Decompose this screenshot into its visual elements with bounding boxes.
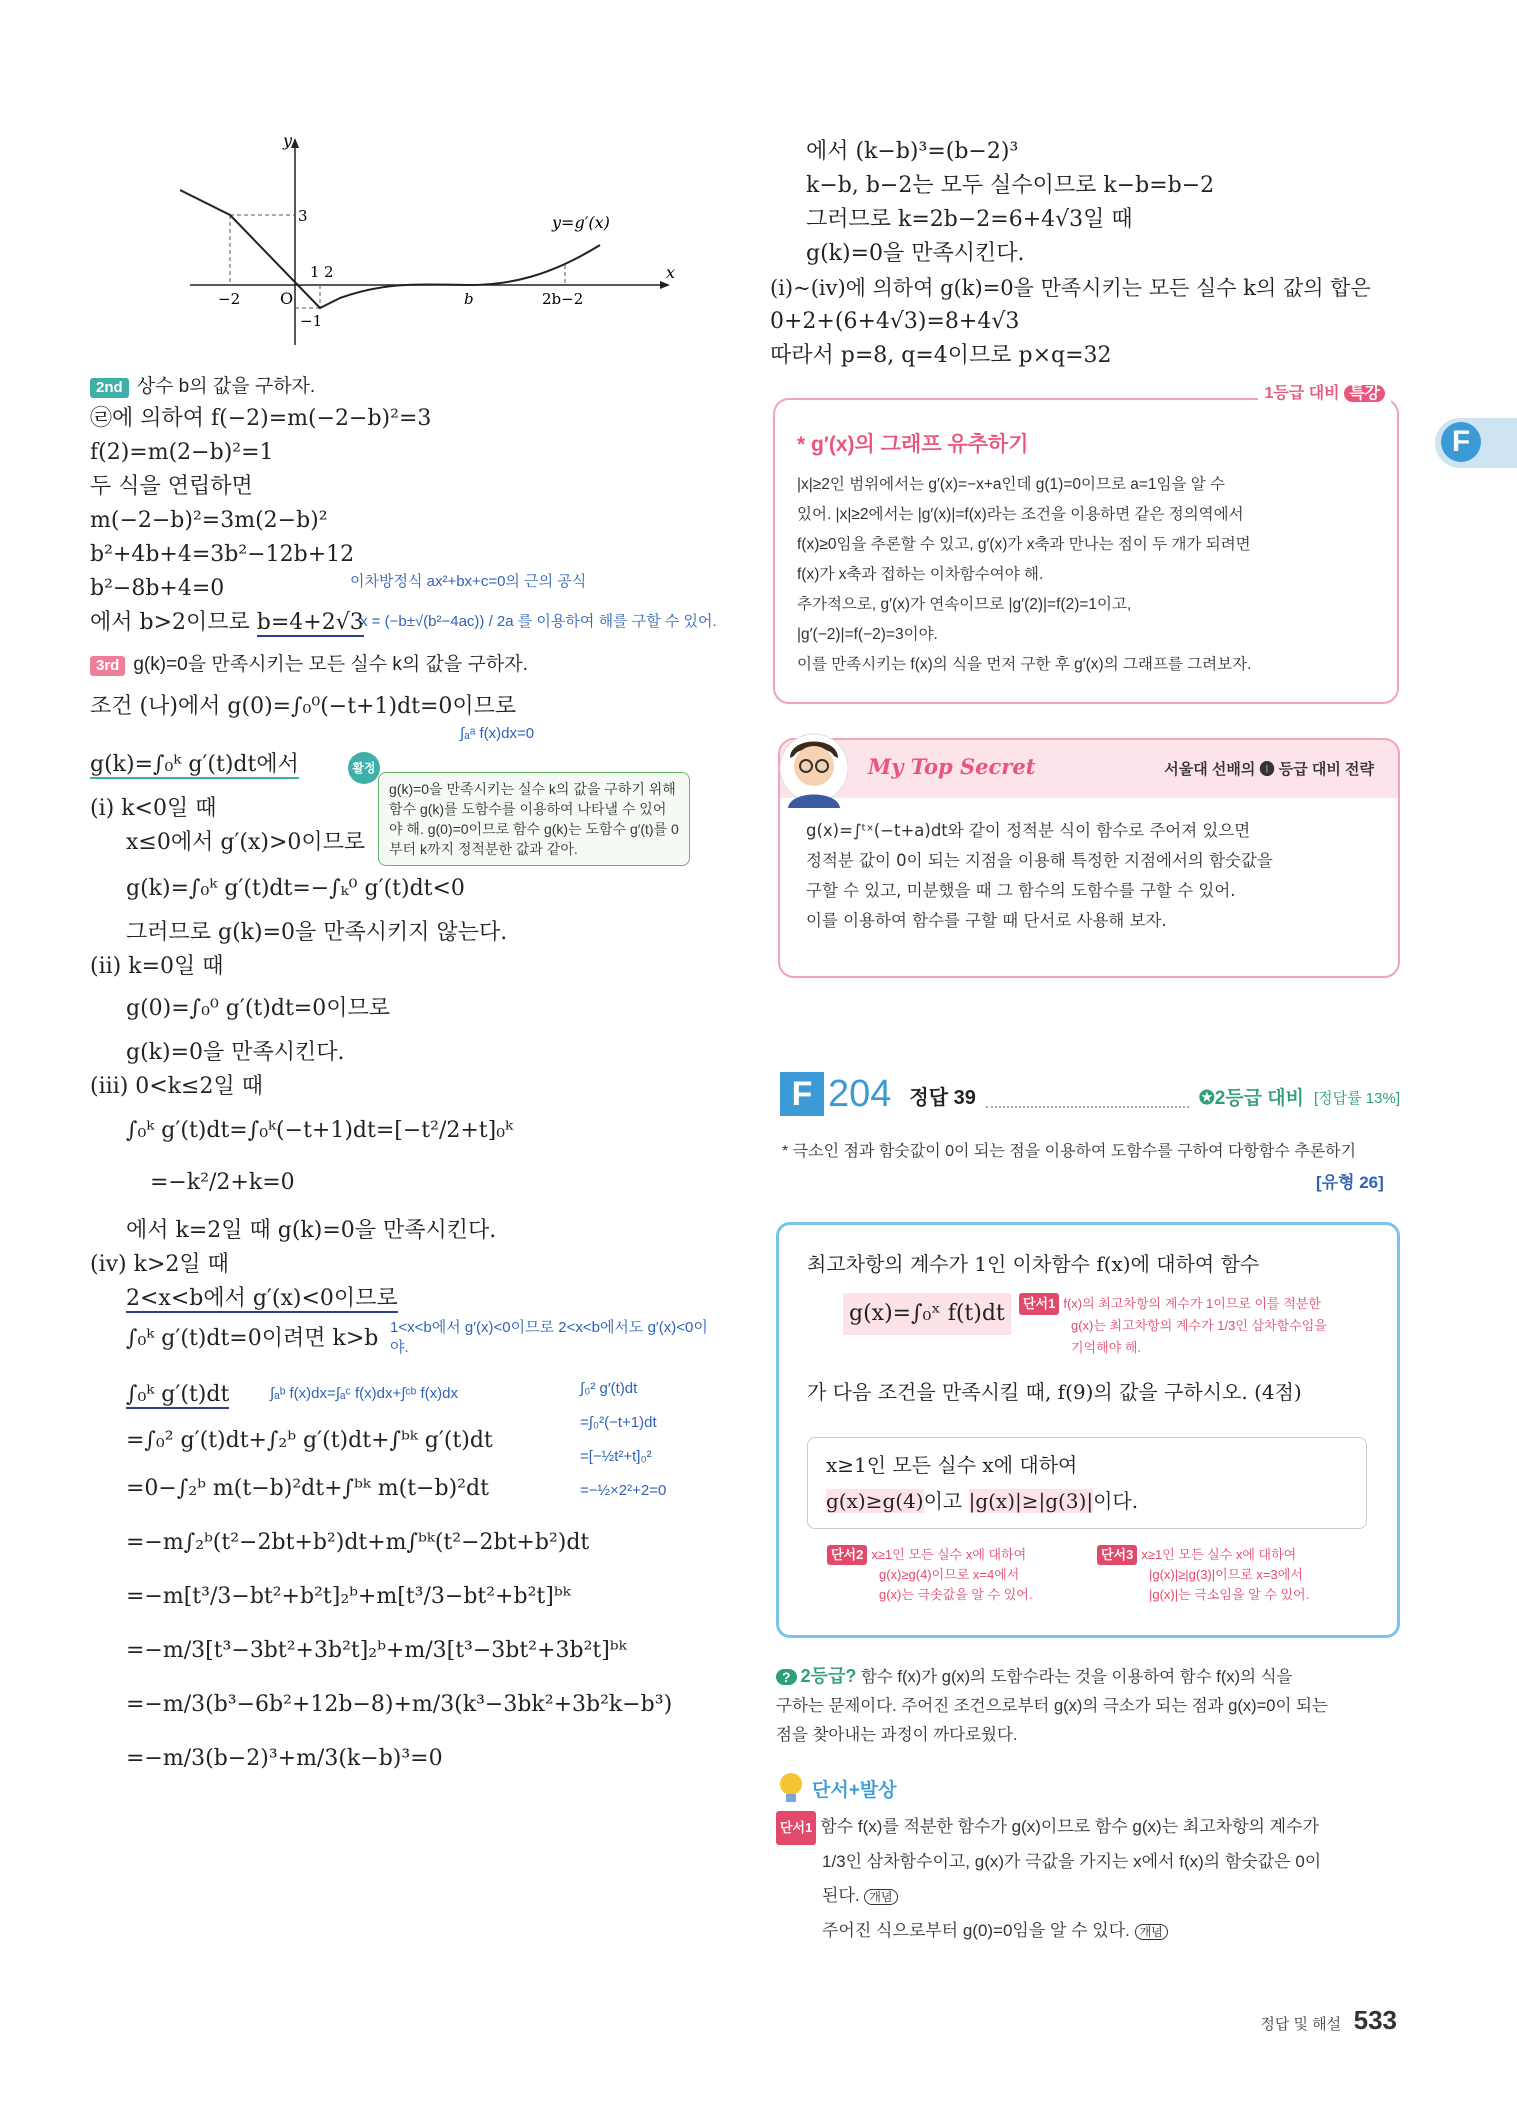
clue2-label: 단서2 — [827, 1545, 867, 1565]
clue1-note-line: f(x)의 최고차항의 계수가 1이므로 이를 적분한 — [1063, 1296, 1321, 1311]
accuracy-rate: [정답률 13%] — [1314, 1090, 1400, 1107]
step2-tag: 2nd — [90, 378, 129, 398]
clue3-note-line: x≥1인 모든 실수 x에 대하여 — [1141, 1547, 1297, 1562]
clue-line — [776, 1879, 1406, 1914]
right-column — [770, 135, 1420, 373]
clue1-note-line: 기억해야 해. — [1071, 1340, 1142, 1355]
clue-line — [776, 1914, 1406, 1949]
axis-y-label: y — [283, 131, 293, 150]
zero-integral-note: ∫ₐᵃ f(x)dx=0 — [460, 725, 535, 742]
left-column — [90, 130, 750, 1776]
lightbulb-icon — [776, 1770, 806, 1806]
special-tag-row — [1258, 380, 1391, 403]
line: =−m/3(b−2)³+m/3(k−b)³=0 — [126, 1746, 443, 1771]
line-text: 에서 b>2이므로 — [90, 610, 257, 635]
tick-x-1: 1 — [310, 263, 320, 281]
why-section — [776, 1662, 1406, 1750]
step3-title: g(k)=0을 만족시키는 모든 실수 k의 값을 구하자. — [133, 654, 528, 675]
line: x≤0에서 g′(x)>0이므로 — [126, 830, 366, 855]
tick-x-b: b — [464, 290, 474, 308]
step2-title: 상수 b의 값을 구하자. — [136, 376, 316, 397]
special-line: 있어. |x|≥2에서는 |g′(x)|=f(x)라는 조건을 이용하면 같은 정의역에서 — [797, 506, 1244, 523]
line: 에서 (k−b)³=(b−2)³ — [806, 139, 1019, 164]
line: m(−2−b)²=3m(2−b)² — [90, 508, 328, 533]
special-line: f(x)가 x축과 접하는 이차함수여야 해. — [797, 566, 1044, 583]
line-text: b²−8b+4=0 — [90, 576, 225, 601]
line: g(k)=0을 만족시킨다. — [806, 241, 1025, 266]
problem-number: 204 — [828, 1073, 892, 1115]
curve-label: y=g′(x) — [552, 213, 610, 232]
clue-text: 된다. — [822, 1886, 860, 1905]
case-heading: (ⅲ) 0<k≤2일 때 — [90, 1074, 263, 1099]
clue1-note-line: g(x)는 최고차항의 계수가 1/3인 삼차함수임을 — [1071, 1318, 1327, 1333]
tick-x-neg2: −2 — [218, 290, 241, 308]
line-text: g(k)=∫₀ᵏ g′(t)dt에서 — [90, 752, 299, 777]
line-text: ∫₀ᵏ g′(t)dt=0이려면 k>b — [126, 1326, 379, 1351]
condition-line — [826, 1484, 1138, 1518]
origin-label: O — [280, 289, 294, 308]
line: 0+2+(6+4√3)=8+4√3 — [770, 309, 1020, 334]
condition-part: g(x)≥g(4) — [826, 1489, 924, 1513]
footer-label: 정답 및 해설 — [1260, 2016, 1342, 2033]
quadratic-formula-note-2: x = (−b±√(b²−4ac)) / 2a 를 이용하여 해를 구할 수 있어. — [360, 613, 717, 630]
condition-part: 이고 — [923, 1489, 969, 1513]
chapter-side-tab[interactable] — [1435, 418, 1517, 468]
clue-label: 단서1 — [776, 1811, 816, 1845]
avatar — [776, 728, 852, 810]
why-text: 함수 f(x)가 g(x)의 도함수라는 것을 이용하여 함수 f(x)의 식을 — [860, 1668, 1293, 1686]
special-body — [797, 470, 1251, 680]
green-note: g(k)=0을 만족시키는 실수 k의 값을 구하기 위해 함수 g(k)를 도함수를 이용하여 나타낼 수 있어야 해. g(0)=0이므로 함수 g(k)는 도함수 g′(t)를 0부터 k까지 정적분한 값과 같아. — [378, 772, 690, 866]
line: g(k)=∫₀ᵏ g′(t)dt=−∫ₖ⁰ g′(t)dt<0 — [126, 876, 465, 901]
tick-x-2b-2: 2b−2 — [542, 290, 584, 308]
secret-line: 구할 수 있고, 미분했을 때 그 함수의 도함수를 구할 수 있어. — [806, 881, 1236, 900]
my-top-secret-box — [778, 738, 1400, 978]
why-tag: 2등급? — [800, 1666, 857, 1686]
clue3-note — [1097, 1545, 1309, 1605]
graph-g-prime — [180, 130, 740, 350]
special-badge: 특강 — [1344, 385, 1385, 402]
clue-text: 함수 f(x)를 적분한 함수가 g(x)이므로 함수 g(x)는 최고차항의 계수가 — [820, 1817, 1319, 1836]
chapter-letter: F — [1441, 422, 1481, 462]
secret-line: 정적분 값이 0이 되는 지점을 이용해 특정한 지점에서의 함숫값을 — [806, 851, 1273, 870]
line: ㉣에 의하여 f(−2)=m(−2−b)²=3 — [90, 406, 432, 431]
interval-note: 1<x<b에서 g′(x)<0이므로 2<x<b에서도 g′(x)<0이야. — [390, 1319, 708, 1356]
secret-line: g(x)=∫ᵗˣ(−t+a)dt와 같이 정적분 식이 함수로 주어져 있으면 — [806, 821, 1251, 840]
problem-summary: * 극소인 점과 함숫값이 0이 되는 점을 이용하여 도함수를 구하여 다항함수 추론하기 — [782, 1143, 1357, 1160]
line-text: ∫₀ᵏ g′(t)dt — [126, 1382, 230, 1407]
tick-x-2: 2 — [324, 263, 334, 281]
integral-split-note: ∫ₐᵇ f(x)dx=∫ₐᶜ f(x)dx+∫ᶜᵇ f(x)dx — [270, 1385, 458, 1402]
question-line: 최고차항의 계수가 1인 이차함수 f(x)에 대하여 함수 — [807, 1252, 1260, 1276]
line: f(2)=m(2−b)²=1 — [90, 440, 274, 465]
line: =−m[t³/3−bt²+b²t]₂ᵇ+m[t³/3−bt²+b²t]ᵇᵏ — [126, 1584, 571, 1609]
line: 따라서 p=8, q=4이므로 p×q=32 — [770, 343, 1112, 368]
axis-x-label: x — [666, 263, 676, 282]
clue2-note-line: x≥1인 모든 실수 x에 대하여 — [871, 1547, 1027, 1562]
side-calc-lines — [580, 1372, 666, 1508]
line: =−k²/2+k=0 — [150, 1170, 295, 1195]
special-title: * g′(x)의 그래프 유추하기 — [797, 433, 1029, 456]
problem-type: [유형 26] — [1316, 1173, 1384, 1192]
clue-body — [776, 1810, 1406, 1949]
line: =−m/3(b³−6b²+12b−8)+m/3(k³−3bk²+3b²k−b³) — [126, 1692, 673, 1717]
line-text: 2<x<b에서 g′(x)<0이므로 — [126, 1286, 398, 1311]
concept-badge: 개념 — [864, 1889, 897, 1905]
case-heading: (ⅰ) k<0일 때 — [90, 796, 217, 821]
line: 조건 (나)에서 g(0)=∫₀⁰(−t+1)dt=0이므로 — [90, 694, 517, 719]
special-line: |g′(−2)|=f(−2)=3이야. — [797, 626, 938, 643]
line — [90, 572, 750, 606]
line — [90, 606, 750, 640]
special-lecture-box — [773, 385, 1399, 704]
line: =−m/3[t³−3bt²+3b²t]₂ᵇ+m/3[t³−3bt²+3b²t]ᵇᵏ — [126, 1638, 627, 1663]
page-number: 533 — [1353, 2005, 1397, 2035]
side-calc-line: =∫₀²(−t+1)dt — [580, 1414, 657, 1431]
secret-body — [806, 816, 1273, 936]
concept-badge: 개념 — [1135, 1924, 1168, 1940]
line — [90, 1282, 750, 1316]
line: =0−∫₂ᵇ m(t−b)²dt+∫ᵇᵏ m(t−b)²dt — [126, 1476, 489, 1501]
clue3-note-line: |g(x)|≥|g(3)|이므로 x=3에서 — [1149, 1567, 1303, 1582]
step3-heading — [90, 650, 750, 680]
special-line: 추가적으로, g′(x)가 연속이므로 |g′(2)|=f(2)=1이고, — [797, 596, 1132, 613]
clue-heading — [776, 1770, 1406, 1806]
clue-line — [776, 1810, 1406, 1845]
case-heading: (ⅱ) k=0일 때 — [90, 954, 224, 979]
side-calc-line: =−½×2²+2=0 — [580, 1482, 667, 1499]
clue-title: 단서+발상 — [812, 1779, 897, 1801]
side-calc-line: =[−½t²+t]₀² — [580, 1448, 652, 1465]
condition-part: 이다. — [1093, 1489, 1139, 1513]
secret-subtitle: 서울대 선배의 ❶ 등급 대비 전략 — [1164, 761, 1374, 778]
dotted-leader — [986, 1106, 1189, 1108]
condition-box — [807, 1437, 1367, 1529]
line: k−b, b−2는 모두 실수이므로 k−b=b−2 — [806, 173, 1215, 198]
clue-line: 1/3인 삼차함수이고, g(x)가 극값을 가지는 x에서 f(x)의 함숫값은 0이 — [822, 1852, 1322, 1871]
side-calc-line: ∫₀² g′(t)dt — [580, 1380, 638, 1397]
quadratic-formula-note-1: 이차방정식 ax²+bx+c=0의 근의 공식 — [350, 573, 587, 590]
green-badge: 활정 — [348, 752, 380, 784]
problem-letter: F — [780, 1072, 824, 1116]
line: =∫₀² g′(t)dt+∫₂ᵇ g′(t)dt+∫ᵇᵏ g′(t)dt — [126, 1428, 493, 1453]
step3-tag: 3rd — [90, 656, 125, 676]
case-heading: (ⅳ) k>2일 때 — [90, 1252, 229, 1277]
clue2-note — [827, 1545, 1032, 1605]
page-footer — [1260, 2005, 1397, 2036]
secret-line: 이를 이용하여 함수를 구할 때 단서로 사용해 보자. — [806, 911, 1167, 930]
clue2-note-line: g(x)는 극솟값을 알 수 있어. — [879, 1587, 1033, 1602]
line: g(0)=∫₀⁰ g′(t)dt=0이므로 — [126, 996, 390, 1021]
line — [90, 1319, 750, 1356]
clue1-label: 단서1 — [1019, 1293, 1059, 1315]
why-line: 구하는 문제이다. 주어진 조건으로부터 g(x)의 극소가 되는 점과 g(x)=0이 되는 — [776, 1697, 1328, 1715]
line: (ⅰ)~(ⅳ)에 의하여 g(k)=0을 만족시키는 모든 실수 k의 값의 합은 — [770, 276, 1371, 300]
question-formula: g(x)=∫₀ˣ f(t)dt — [843, 1293, 1011, 1335]
condition-line: x≥1인 모든 실수 x에 대하여 — [826, 1453, 1078, 1477]
question-box — [776, 1222, 1400, 1638]
line: 두 식을 연립하면 — [90, 474, 253, 499]
secret-title: My Top Secret — [868, 754, 1036, 779]
answer-label: 정답 39 — [909, 1087, 976, 1109]
clue-text: 주어진 식으로부터 g(0)=0임을 알 수 있다. — [822, 1921, 1130, 1940]
condition-part: |g(x)|≥|g(3)| — [968, 1489, 1094, 1513]
level-label: ✪2등급 대비 — [1198, 1088, 1304, 1109]
clue3-note-line: |g(x)|는 극소임을 알 수 있어. — [1149, 1587, 1310, 1602]
special-line: f(x)≥0임을 추론할 수 있고, g′(x)가 x축과 만나는 점이 두 개가 되려면 — [797, 536, 1251, 553]
b-value: b=4+2√3 — [256, 610, 364, 635]
special-line: 이를 만족시키는 f(x)의 식을 먼저 구한 후 g′(x)의 그래프를 그려보자. — [797, 656, 1252, 673]
why-line: ? 2등급? 함수 f(x)가 g(x)의 도함수라는 것을 이용하여 함수 f(x)의 식을 — [776, 1662, 1406, 1692]
tick-y-3: 3 — [298, 207, 308, 225]
why-line: 점을 찾아내는 과정이 까다로웠다. — [776, 1726, 1018, 1744]
line: b²+4b+4=3b²−12b+12 — [90, 542, 355, 567]
line: 그러므로 k=2b−2=6+4√3일 때 — [806, 207, 1133, 232]
line: =−m∫₂ᵇ(t²−2bt+b²)dt+m∫ᵇᵏ(t²−2bt+b²)dt — [126, 1530, 590, 1555]
step2-heading — [90, 372, 750, 402]
line: g(k)=0을 만족시킨다. — [126, 1040, 345, 1065]
clue1-note — [1019, 1293, 1327, 1359]
clue-section — [776, 1770, 1406, 1949]
tick-y-neg1: −1 — [300, 312, 323, 330]
problem-header — [780, 1068, 1400, 1116]
question-line: 가 다음 조건을 만족시킬 때, f(9)의 값을 구하시오. (4점) — [807, 1380, 1302, 1404]
clue2-note-line: g(x)≥g(4)이므로 x=4에서 — [879, 1567, 1020, 1582]
line: 에서 k=2일 때 g(k)=0을 만족시킨다. — [126, 1218, 497, 1243]
clue3-label: 단서3 — [1097, 1545, 1137, 1565]
special-tag: 1등급 대비 — [1264, 385, 1340, 402]
line: 그러므로 g(k)=0을 만족시키지 않는다. — [126, 920, 508, 945]
line: ∫₀ᵏ g′(t)dt=∫₀ᵏ(−t+1)dt=[−t²/2+t]₀ᵏ — [126, 1118, 514, 1143]
special-line: |x|≥2인 범위에서는 g′(x)=−x+a인데 g(1)=0이므로 a=1임을 알 수 — [797, 476, 1226, 493]
